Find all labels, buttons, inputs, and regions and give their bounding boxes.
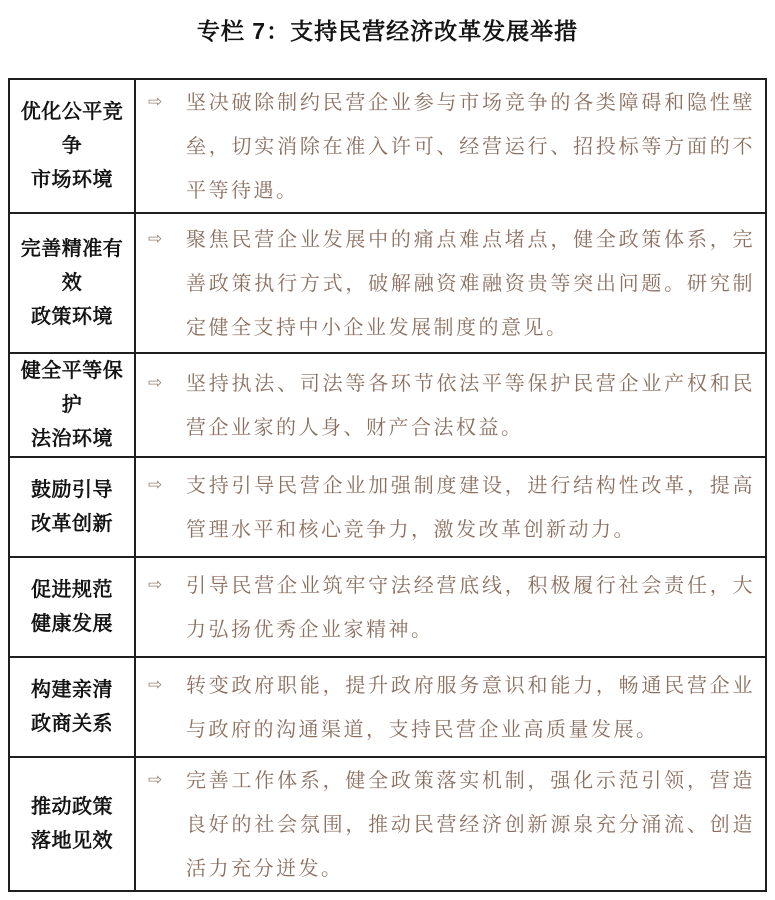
- row-category: [9, 557, 135, 657]
- table-row: [9, 79, 766, 213]
- row-category: [9, 79, 135, 213]
- category-line: 市场环境: [31, 169, 113, 191]
- category-line: 改革创新: [31, 513, 113, 535]
- row-content: [135, 79, 766, 213]
- content-text: 坚持执法、司法等各环节依法平等保护民营企业产权和民营企业家的人身、财产合法权益。: [186, 371, 755, 439]
- row-content: [135, 457, 766, 557]
- table-row: [9, 353, 766, 457]
- arrow-bullet-icon: ⇨: [148, 675, 163, 695]
- row-category: [9, 213, 135, 353]
- category-line: 落地见效: [31, 830, 113, 852]
- arrow-bullet-icon: ⇨: [148, 373, 163, 393]
- category-line: 推动政策: [31, 796, 113, 818]
- page-title: 专栏 7：支持民营经济改革发展举措: [196, 18, 579, 44]
- content-text: 引导民营企业筑牢守法经营底线，积极履行社会责任，大力弘扬优秀企业家精神。: [186, 573, 755, 641]
- table-row: [9, 757, 766, 891]
- row-content: [135, 657, 766, 757]
- category-line: 优化公平竞争: [20, 101, 124, 157]
- arrow-bullet-icon: ⇨: [148, 229, 163, 249]
- category-line: 政商关系: [31, 713, 113, 735]
- arrow-bullet-icon: ⇨: [148, 92, 163, 112]
- category-line: 政策环境: [31, 306, 113, 328]
- row-content: [135, 353, 766, 457]
- table-row: [9, 213, 766, 353]
- content-text: 聚焦民营企业发展中的痛点难点堵点，健全政策体系，完善政策执行方式，破解融资难融资贵等突出问题。研究制定健全支持中小企业发展制度的意见。: [186, 227, 755, 339]
- row-category: [9, 353, 135, 457]
- category-line: 促进规范: [31, 579, 113, 601]
- table-row: [9, 457, 766, 557]
- row-content: [135, 757, 766, 891]
- arrow-bullet-icon: ⇨: [148, 575, 163, 595]
- category-line: 健康发展: [31, 613, 113, 635]
- arrow-bullet-icon: ⇨: [148, 770, 163, 790]
- category-line: 法治环境: [31, 428, 113, 450]
- category-line: 健全平等保护: [20, 360, 124, 416]
- content-text: 坚决破除制约民营企业参与市场竞争的各类障碍和隐性壁垒，切实消除在准入许可、经营运行、招投标等方面的不平等待遇。: [186, 90, 755, 202]
- measures-table: [8, 78, 767, 892]
- row-category: [9, 657, 135, 757]
- category-line: 鼓励引导: [31, 479, 113, 501]
- row-content: [135, 557, 766, 657]
- row-content: [135, 213, 766, 353]
- row-category: [9, 457, 135, 557]
- content-text: 转变政府职能，提升政府服务意识和能力，畅通民营企业与政府的沟通渠道，支持民营企业高质量发展。: [186, 673, 755, 741]
- table-row: [9, 657, 766, 757]
- row-category: [9, 757, 135, 891]
- content-text: 完善工作体系，健全政策落实机制，强化示范引领，营造良好的社会氛围，推动民营经济创新源泉充分涌流、创造活力充分迸发。: [186, 768, 755, 880]
- category-line: 完善精准有效: [20, 238, 124, 294]
- category-line: 构建亲清: [31, 679, 113, 701]
- content-text: 支持引导民营企业加强制度建设，进行结构性改革，提高管理水平和核心竞争力，激发改革创新动力。: [186, 473, 755, 541]
- arrow-bullet-icon: ⇨: [148, 475, 163, 495]
- table-row: [9, 557, 766, 657]
